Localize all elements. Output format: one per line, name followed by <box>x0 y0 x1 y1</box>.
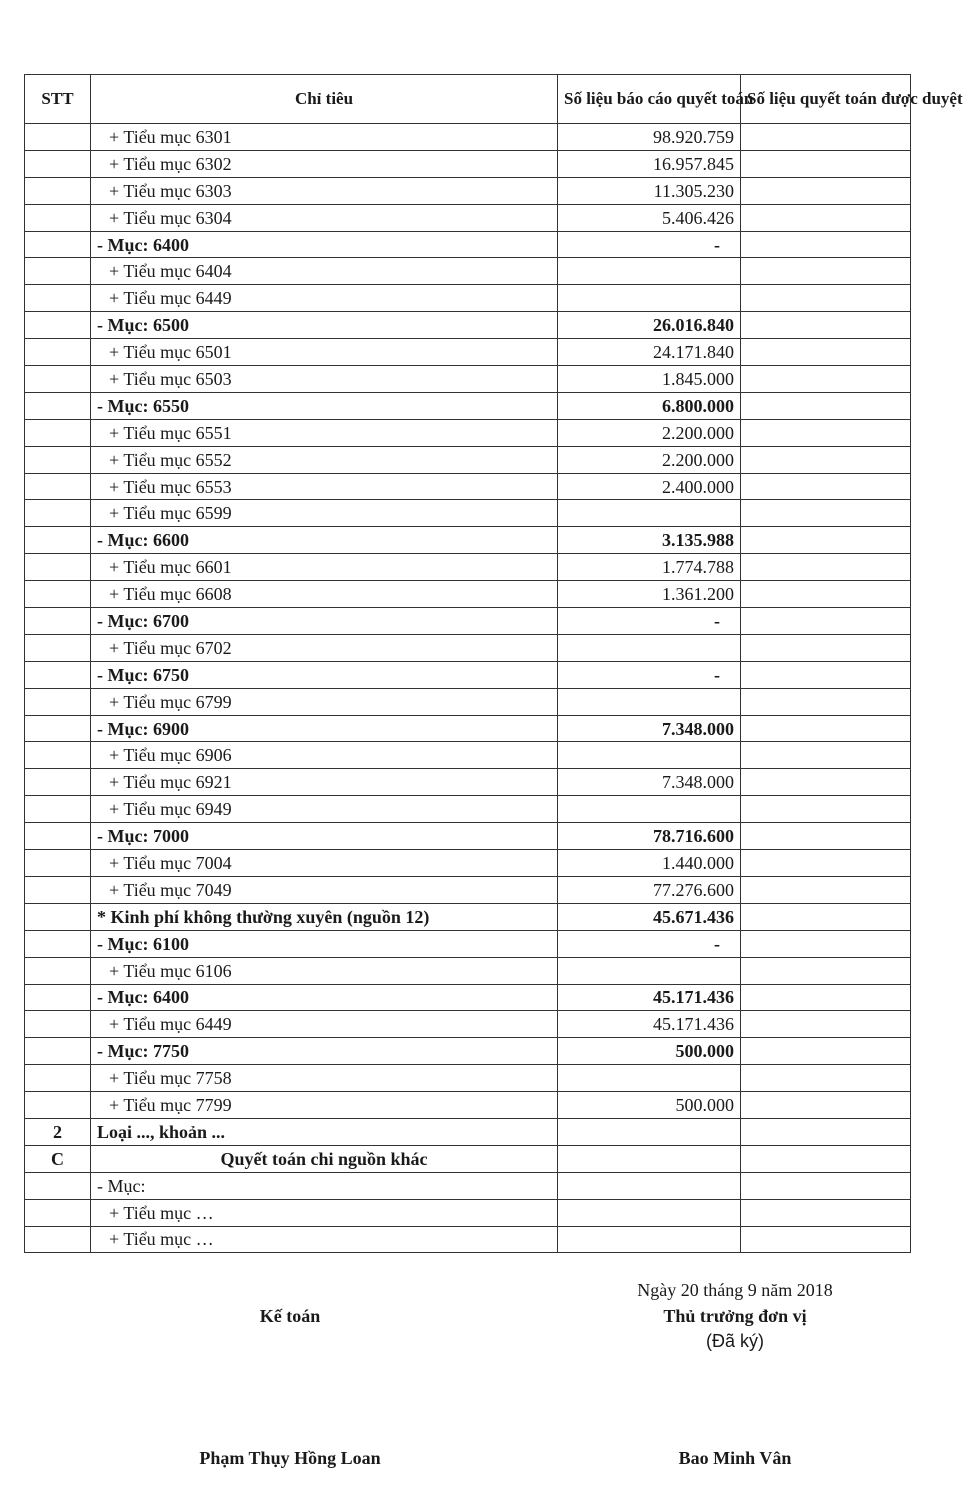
row-approved-value <box>741 876 911 903</box>
row-approved-value <box>741 661 911 688</box>
accountant-title: Kế toán <box>259 1306 321 1326</box>
table-row <box>25 204 911 231</box>
row-stt <box>25 769 91 796</box>
row-reported-value: 3.135.988 <box>558 527 741 554</box>
row-stt <box>25 1065 91 1092</box>
row-reported-value: 6.800.000 <box>558 392 741 419</box>
row-stt <box>25 554 91 581</box>
table-row <box>25 634 911 661</box>
row-stt <box>25 957 91 984</box>
table-row <box>25 150 911 177</box>
row-reported-value: 500.000 <box>558 1092 741 1119</box>
table-row <box>25 930 911 957</box>
row-approved-value <box>741 339 911 366</box>
table-row <box>25 500 911 527</box>
row-reported-value <box>558 1065 741 1092</box>
table-row <box>25 715 911 742</box>
row-label: + Tiểu mục 6799 <box>91 688 558 715</box>
row-reported-value: 2.400.000 <box>558 473 741 500</box>
row-label: - Mục: 6400 <box>91 984 558 1011</box>
head-of-unit-name: Bao Minh Vân <box>678 1448 792 1468</box>
row-label: + Tiểu mục 6552 <box>91 446 558 473</box>
row-reported-value: 5.406.426 <box>558 204 741 231</box>
row-label: Loại ..., khoản ... <box>91 1118 558 1145</box>
row-approved-value <box>741 312 911 339</box>
table-row <box>25 903 911 930</box>
row-stt <box>25 850 91 877</box>
row-reported-value: 77.276.600 <box>558 876 741 903</box>
table-row <box>25 124 911 151</box>
row-reported-value: 500.000 <box>558 1038 741 1065</box>
row-reported-value <box>558 500 741 527</box>
row-approved-value <box>741 1145 911 1172</box>
row-approved-value <box>741 124 911 151</box>
row-stt <box>25 823 91 850</box>
table-row <box>25 231 911 258</box>
row-approved-value <box>741 500 911 527</box>
row-reported-value <box>558 957 741 984</box>
row-approved-value <box>741 1011 911 1038</box>
row-approved-value <box>741 1199 911 1226</box>
table-row <box>25 446 911 473</box>
row-reported-value: - <box>558 661 741 688</box>
row-reported-value: 7.348.000 <box>558 769 741 796</box>
row-label: + Tiểu mục 6449 <box>91 285 558 312</box>
row-label: + Tiểu mục 6599 <box>91 500 558 527</box>
row-reported-value <box>558 634 741 661</box>
table-row <box>25 258 911 285</box>
row-approved-value <box>741 366 911 393</box>
row-approved-value <box>741 1226 911 1253</box>
row-stt <box>25 742 91 769</box>
row-stt <box>25 796 91 823</box>
row-approved-value <box>741 1172 911 1199</box>
row-label: + Tiểu mục 6301 <box>91 124 558 151</box>
row-approved-value <box>741 930 911 957</box>
row-reported-value: 78.716.600 <box>558 823 741 850</box>
row-stt <box>25 1092 91 1119</box>
row-label: + Tiểu mục 6501 <box>91 339 558 366</box>
table-row <box>25 742 911 769</box>
row-stt <box>25 285 91 312</box>
header-stt: STT <box>25 75 91 124</box>
row-reported-value <box>558 1172 741 1199</box>
row-label: - Mục: 6700 <box>91 608 558 635</box>
table-row <box>25 419 911 446</box>
row-reported-value: - <box>558 608 741 635</box>
row-reported-value <box>558 1145 741 1172</box>
table-row <box>25 177 911 204</box>
row-approved-value <box>741 608 911 635</box>
row-label: + Tiểu mục 7799 <box>91 1092 558 1119</box>
table-row <box>25 769 911 796</box>
table-row <box>25 1226 911 1253</box>
table-row <box>25 957 911 984</box>
row-approved-value <box>741 392 911 419</box>
table-row <box>25 850 911 877</box>
row-label: + Tiểu mục 7758 <box>91 1065 558 1092</box>
row-reported-value <box>558 1118 741 1145</box>
row-approved-value <box>741 1092 911 1119</box>
row-label: + Tiểu mục 6106 <box>91 957 558 984</box>
table-body <box>25 124 911 1253</box>
row-stt <box>25 1226 91 1253</box>
row-approved-value <box>741 285 911 312</box>
row-reported-value: 24.171.840 <box>558 339 741 366</box>
row-reported-value <box>558 1199 741 1226</box>
row-stt: C <box>25 1145 91 1172</box>
row-approved-value <box>741 823 911 850</box>
row-approved-value <box>741 554 911 581</box>
row-stt <box>25 1011 91 1038</box>
row-reported-value: 16.957.845 <box>558 150 741 177</box>
table-row <box>25 796 911 823</box>
table-row <box>25 527 911 554</box>
row-stt <box>25 231 91 258</box>
row-approved-value <box>741 204 911 231</box>
row-approved-value <box>741 634 911 661</box>
table-row <box>25 1199 911 1226</box>
row-stt <box>25 984 91 1011</box>
row-stt <box>25 930 91 957</box>
row-reported-value <box>558 258 741 285</box>
table-row <box>25 688 911 715</box>
row-stt <box>25 124 91 151</box>
row-reported-value: 1.440.000 <box>558 850 741 877</box>
row-label: + Tiểu mục 7004 <box>91 850 558 877</box>
row-label: + Tiểu mục 6503 <box>91 366 558 393</box>
row-stt <box>25 581 91 608</box>
row-label: + Tiểu mục 6949 <box>91 796 558 823</box>
table-row <box>25 823 911 850</box>
row-approved-value <box>741 527 911 554</box>
row-approved-value <box>741 903 911 930</box>
table-row <box>25 366 911 393</box>
row-approved-value <box>741 742 911 769</box>
row-reported-value: 2.200.000 <box>558 446 741 473</box>
row-approved-value <box>741 258 911 285</box>
table-row <box>25 1145 911 1172</box>
row-label: - Mục: 7000 <box>91 823 558 850</box>
row-reported-value: 98.920.759 <box>558 124 741 151</box>
accountant-name: Phạm Thụy Hồng Loan <box>199 1448 381 1468</box>
header-chi-tieu: Chỉ tiêu <box>91 75 558 124</box>
row-stt <box>25 339 91 366</box>
row-stt <box>25 500 91 527</box>
table-row <box>25 1011 911 1038</box>
table-row <box>25 285 911 312</box>
table-row <box>25 473 911 500</box>
table-row <box>25 1092 911 1119</box>
row-stt <box>25 204 91 231</box>
row-reported-value: - <box>558 930 741 957</box>
row-reported-value: 45.671.436 <box>558 903 741 930</box>
row-reported-value: 1.845.000 <box>558 366 741 393</box>
row-stt <box>25 419 91 446</box>
row-stt <box>25 634 91 661</box>
row-label: + Tiểu mục 6302 <box>91 150 558 177</box>
row-label: + Tiểu mục 6553 <box>91 473 558 500</box>
row-stt <box>25 661 91 688</box>
row-approved-value <box>741 150 911 177</box>
row-reported-value: 11.305.230 <box>558 177 741 204</box>
row-label: * Kinh phí không thường xuyên (nguồn 12) <box>91 903 558 930</box>
settlement-table <box>24 74 963 1253</box>
row-stt: 2 <box>25 1118 91 1145</box>
row-reported-value: 1.774.788 <box>558 554 741 581</box>
row-stt <box>25 473 91 500</box>
row-label: + Tiểu mục 6702 <box>91 634 558 661</box>
row-label: - Mục: 6100 <box>91 930 558 957</box>
row-reported-value: 7.348.000 <box>558 715 741 742</box>
row-approved-value <box>741 446 911 473</box>
row-stt <box>25 312 91 339</box>
row-stt <box>25 903 91 930</box>
row-approved-value <box>741 1065 911 1092</box>
row-label: - Mục: 6600 <box>91 527 558 554</box>
row-label: + Tiểu mục 6551 <box>91 419 558 446</box>
row-approved-value <box>741 957 911 984</box>
row-approved-value <box>741 715 911 742</box>
row-approved-value <box>741 581 911 608</box>
row-label: Quyết toán chi nguồn khác <box>91 1145 558 1172</box>
row-label: + Tiểu mục … <box>91 1226 558 1253</box>
row-label: - Mục: 6550 <box>91 392 558 419</box>
row-label: + Tiểu mục 6303 <box>91 177 558 204</box>
row-reported-value <box>558 796 741 823</box>
row-reported-value: 45.171.436 <box>558 1011 741 1038</box>
row-label: - Mục: <box>91 1172 558 1199</box>
table-row <box>25 608 911 635</box>
row-stt <box>25 1199 91 1226</box>
row-stt <box>25 446 91 473</box>
row-approved-value <box>741 769 911 796</box>
table-header-row <box>25 75 911 124</box>
row-stt <box>25 392 91 419</box>
table-row <box>25 1065 911 1092</box>
row-stt <box>25 366 91 393</box>
signed-note: (Đã ký) <box>706 1331 764 1351</box>
row-stt <box>25 258 91 285</box>
row-reported-value <box>558 688 741 715</box>
header-so-lieu-duyet: Số liệu quyết toán được duyệt <box>741 75 911 124</box>
table-row <box>25 392 911 419</box>
row-stt <box>25 1038 91 1065</box>
row-label: + Tiểu mục 6304 <box>91 204 558 231</box>
table-row <box>25 661 911 688</box>
row-approved-value <box>741 1038 911 1065</box>
row-label: + Tiểu mục … <box>91 1199 558 1226</box>
row-stt <box>25 876 91 903</box>
row-reported-value <box>558 742 741 769</box>
row-label: + Tiểu mục 6601 <box>91 554 558 581</box>
row-stt <box>25 177 91 204</box>
table-row <box>25 1172 911 1199</box>
row-approved-value <box>741 231 911 258</box>
row-stt <box>25 608 91 635</box>
table-row <box>25 1118 911 1145</box>
row-approved-value <box>741 1118 911 1145</box>
row-label: - Mục: 6500 <box>91 312 558 339</box>
table-row <box>25 339 911 366</box>
row-approved-value <box>741 850 911 877</box>
header-so-lieu-bao-cao: Số liệu báo cáo quyết toán <box>558 75 741 124</box>
row-label: + Tiểu mục 6608 <box>91 581 558 608</box>
row-approved-value <box>741 419 911 446</box>
row-stt <box>25 150 91 177</box>
row-reported-value: 26.016.840 <box>558 312 741 339</box>
table-row <box>25 984 911 1011</box>
row-label: + Tiểu mục 7049 <box>91 876 558 903</box>
row-stt <box>25 1172 91 1199</box>
signing-date: Ngày 20 tháng 9 năm 2018 <box>637 1280 833 1300</box>
table-row <box>25 312 911 339</box>
row-label: + Tiểu mục 6404 <box>91 258 558 285</box>
row-reported-value: - <box>558 231 741 258</box>
row-reported-value: 2.200.000 <box>558 419 741 446</box>
table-row <box>25 1038 911 1065</box>
row-reported-value: 1.361.200 <box>558 581 741 608</box>
row-label: - Mục: 6400 <box>91 231 558 258</box>
row-stt <box>25 527 91 554</box>
row-reported-value <box>558 1226 741 1253</box>
table-row <box>25 876 911 903</box>
table-row <box>25 581 911 608</box>
row-approved-value <box>741 984 911 1011</box>
row-label: + Tiểu mục 6906 <box>91 742 558 769</box>
row-approved-value <box>741 177 911 204</box>
row-stt <box>25 688 91 715</box>
row-approved-value <box>741 796 911 823</box>
head-of-unit-title: Thủ trưởng đơn vị <box>663 1306 807 1326</box>
row-label: - Mục: 7750 <box>91 1038 558 1065</box>
row-approved-value <box>741 688 911 715</box>
row-approved-value <box>741 473 911 500</box>
row-reported-value <box>558 285 741 312</box>
row-label: + Tiểu mục 6449 <box>91 1011 558 1038</box>
row-label: - Mục: 6750 <box>91 661 558 688</box>
row-label: - Mục: 6900 <box>91 715 558 742</box>
row-label: + Tiểu mục 6921 <box>91 769 558 796</box>
row-stt <box>25 715 91 742</box>
row-reported-value: 45.171.436 <box>558 984 741 1011</box>
table-row <box>25 554 911 581</box>
